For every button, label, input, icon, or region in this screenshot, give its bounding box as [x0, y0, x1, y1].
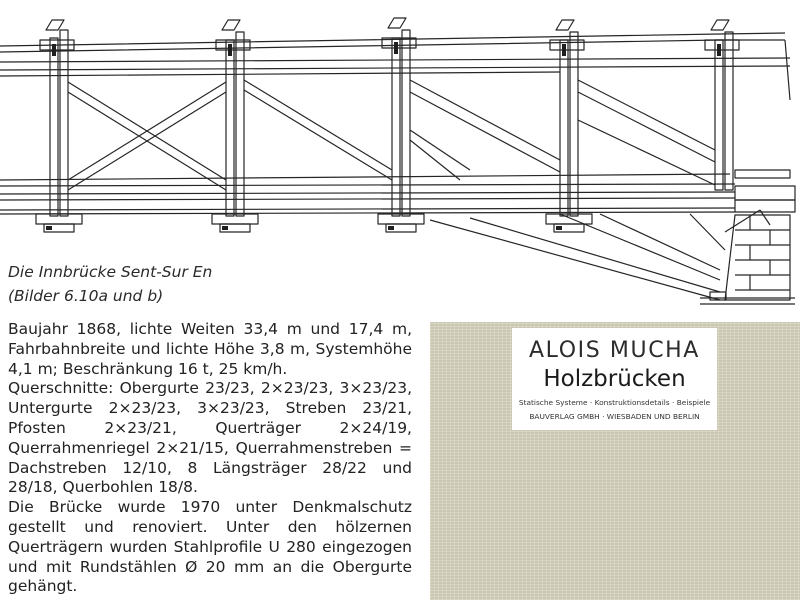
book-subtitle: Statische Systeme · Konstruktionsdetails · Beispiele [518, 398, 711, 407]
figure-caption-line2: (Bilder 6.10a und b) [8, 287, 164, 305]
figure-caption-line1: Die Innbrücke Sent-Sur En [8, 263, 213, 281]
description-text [8, 320, 412, 597]
book-cover-label [512, 328, 717, 430]
description-paragraph-1: Baujahr 1868, lichte Weiten 33,4 m und 17,4 m, Fahrbahnbreite und lichte Höhe 3,8 m, Systemhöhe 4,1 m; Beschränkung 16 t, 25 km/h. [8, 320, 412, 378]
book-cover [430, 322, 800, 600]
book-publisher: BAUVERLAG GMBH · WIESBADEN UND BERLIN [529, 412, 700, 421]
book-author: ALOIS MUCHA [529, 338, 700, 363]
description-paragraph-3: Die Brücke wurde 1970 unter Denkmalschutz gestellt und renoviert. Unter den hölzernen Querträgern wurden Stahlprofile U 280 eingezogen und mit Rundstählen Ø 20 mm an die Obergurte gehängt. [8, 498, 412, 596]
book-title: Holzbrücken [543, 366, 686, 392]
description-paragraph-2: Querschnitte: Obergurte 23/23, 2×23/23, 3×23/23, Untergurte 2×23/23, 3×23/23, Streben 23/21, Pfosten 2×23/21, Querträger 2×24/19, Querrahmenriegel 2×21/15, Querrahmenstreben = Dachstreben 12/10, 8 Längsträger 28/22 und 28/18, Querbohlen 18/8. [8, 379, 412, 497]
